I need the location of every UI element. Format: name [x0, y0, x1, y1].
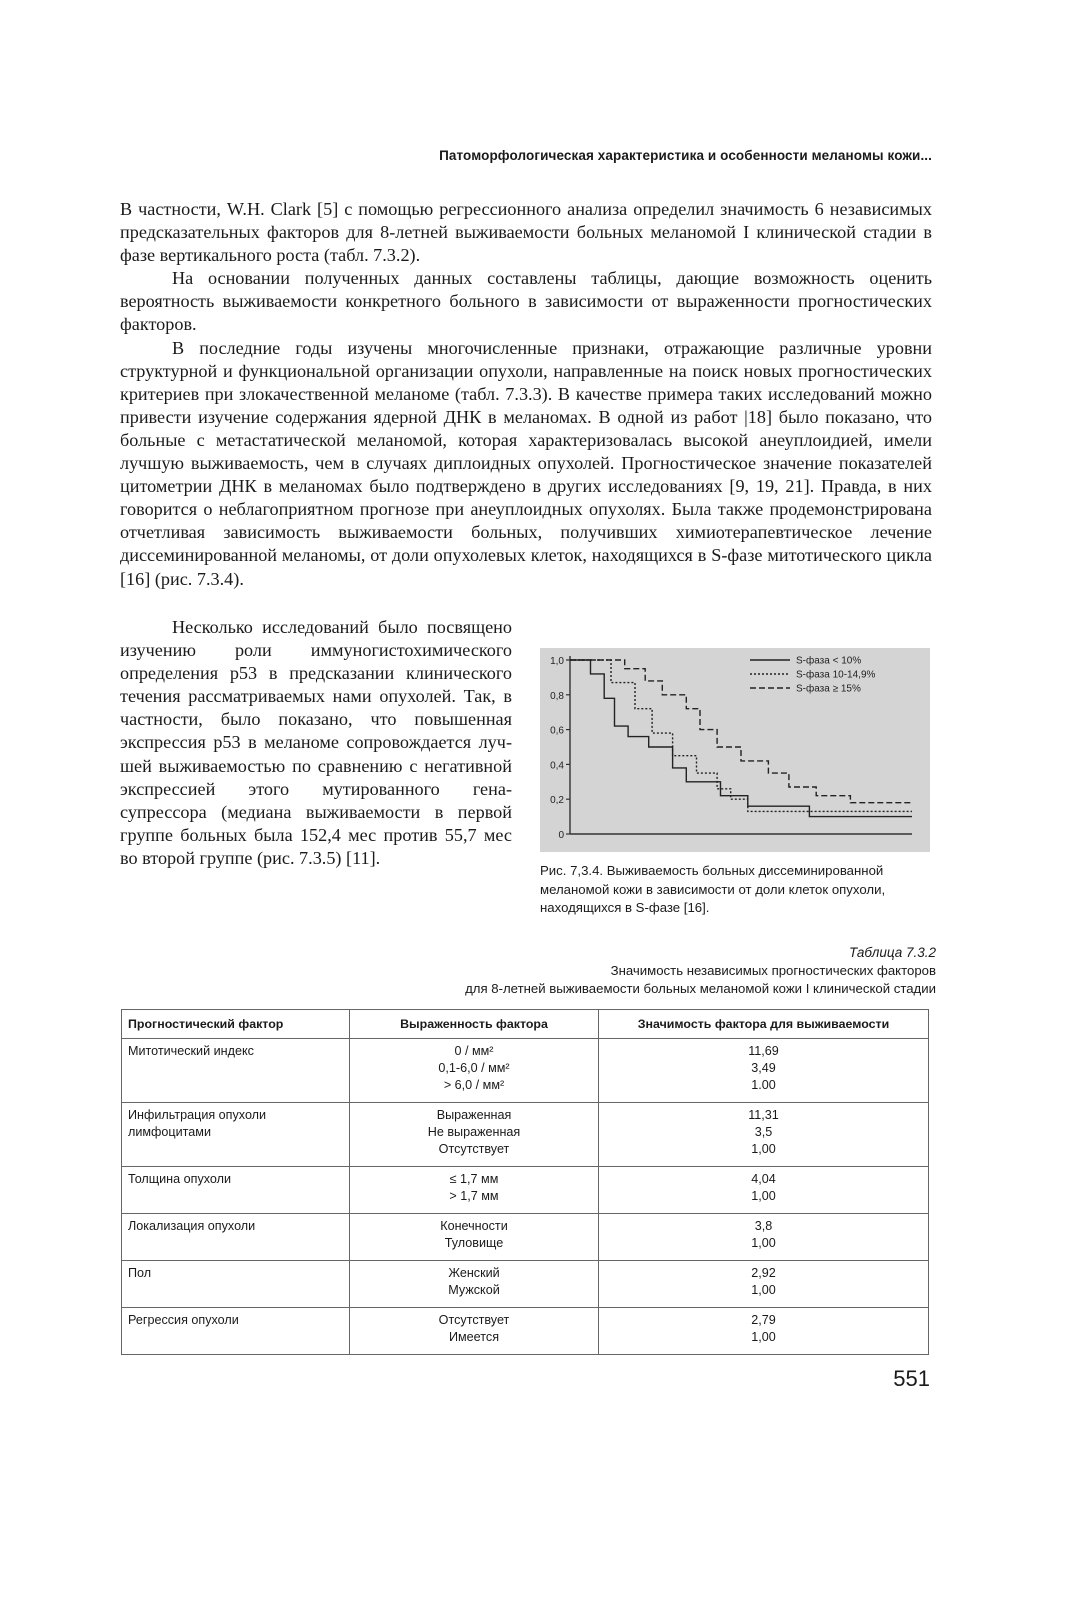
- table-header-row: [122, 1010, 929, 1039]
- figure-caption: Рис. 7,3.4. Выживаемость больных диссеминированной меланомой кожи в зависимости от доли клеток опухоли, находящихся в S-фазе [16].: [540, 863, 886, 915]
- value-cell-line: 3,49: [751, 1061, 776, 1075]
- y-tick-label: 0,2: [550, 795, 564, 807]
- factor-cell: [122, 1103, 350, 1167]
- table-label: Таблица 7.3.2: [848, 945, 936, 960]
- factor-cell: [122, 1261, 350, 1308]
- y-tick-label: 1,0: [550, 656, 564, 667]
- survival-chart-svg: [540, 648, 930, 852]
- legend-label-3: S-фаза ≥ 15%: [796, 683, 861, 695]
- level-cell-line: Не выраженная: [427, 1125, 521, 1139]
- value-cell-line: 4,04: [751, 1172, 776, 1186]
- value-cell: [599, 1039, 929, 1103]
- value-cell-line: 11,69: [748, 1044, 779, 1058]
- table-row: [122, 1167, 929, 1214]
- factor-cell-line: лимфоцитами: [128, 1125, 211, 1139]
- table-row: [122, 1214, 929, 1261]
- level-cell-line: Выраженная: [436, 1108, 512, 1122]
- factor-cell-line: Инфильтрация опухоли: [128, 1108, 267, 1122]
- table-row: [122, 1039, 929, 1103]
- y-tick-label: 0: [558, 830, 564, 841]
- level-cell-line: Туловище: [444, 1236, 504, 1250]
- level-cell-line: Конечности: [440, 1219, 508, 1233]
- level-cell: [350, 1261, 599, 1308]
- paragraph-1: В частности, W.H. Clark [5] с помощью регрессионного анализа определил значимость 6 независимых предсказательных факторов для 8-летней выживаемости больных меланомой I клинической стадии в фазе вертикального роста (табл. 7.3.2).: [120, 199, 932, 266]
- value-cell: [599, 1103, 929, 1167]
- level-cell-line: 0 / мм²: [454, 1044, 494, 1058]
- table-caption: [360, 944, 936, 998]
- header-factor: Прогностический фактор: [122, 1010, 350, 1039]
- value-cell-line: 1,00: [751, 1283, 776, 1297]
- value-cell-line: 2,92: [751, 1266, 776, 1280]
- value-cell-line: 1,00: [751, 1142, 776, 1156]
- factor-cell: [122, 1308, 350, 1355]
- value-cell: [599, 1308, 929, 1355]
- y-tick-label: 0,8: [550, 690, 564, 702]
- value-cell-line: 11,31: [748, 1108, 779, 1122]
- level-cell: [350, 1039, 599, 1103]
- page-number: 551: [893, 1366, 930, 1391]
- y-tick-label: 0,6: [550, 725, 564, 737]
- paragraph-3: В последние годы изучены многочисленные признаки, отражающие различные уровни структурной и функциональной организации опухоли, направленные на поиск новых прогностических критериев при злокачественной меланоме (табл. 7.3.3). В качестве примера таких исследований можно привести изучение содержания ядерной ДНК в меланомах. В одной из работ |18] было показано, что больные с метастатической меланомой, которая характеризовалась высокой анеуплоидией, имели лучшую выживаемость, чем в случаях диплоидных опухолей. Прогностическое значение показателей цитометрии ДНК в меланомах было подтверждено в других исследованиях [9, 19, 21]. Правда, в них говорится о неблагоприятном прогнозе при анеуплоидных опухолях. Была также продемонстрирована отчетливая зависимость выживаемости больных, получивших химиотерапевтическое лечение диссеминированной меланомы, от доли опухолевых клеток, находящихся в S-фазе митотического цикла [16] (рис. 7.3.4).: [120, 337, 932, 589]
- value-cell-line: 1,00: [751, 1189, 776, 1203]
- table-title-line-1: Значимость независимых прогностических факторов: [610, 963, 936, 978]
- factor-cell-line: Регрессия опухоли: [128, 1313, 239, 1327]
- legend-label-2: S-фаза 10-14,9%: [796, 669, 876, 681]
- table-body: [122, 1039, 929, 1355]
- level-cell-line: Женский: [448, 1266, 500, 1280]
- y-tick-label: 0,4: [550, 760, 564, 772]
- level-cell: [350, 1167, 599, 1214]
- level-cell-line: > 6,0 / мм²: [443, 1078, 505, 1092]
- level-cell-line: Отсутствует: [438, 1313, 510, 1327]
- level-cell: [350, 1103, 599, 1167]
- body-text: [120, 198, 932, 591]
- factor-cell-line: Толщина опухоли: [128, 1172, 232, 1186]
- value-cell: [599, 1214, 929, 1261]
- value-cell-line: 3,8: [754, 1219, 773, 1233]
- level-cell-line: ≤ 1,7 мм: [449, 1172, 499, 1186]
- table-row: [122, 1261, 929, 1308]
- running-head: Патоморфологическая характеристика и особенности меланомы кожи...: [439, 148, 932, 163]
- series-line-3: [570, 660, 912, 803]
- factor-cell-line: Локализация опухоли: [128, 1219, 256, 1233]
- level-cell: [350, 1308, 599, 1355]
- table-row: [122, 1103, 929, 1167]
- value-cell: [599, 1261, 929, 1308]
- factor-cell-line: Пол: [128, 1266, 152, 1280]
- factor-cell-line: Митотический индекс: [128, 1044, 254, 1058]
- survival-chart: [540, 648, 930, 852]
- factor-cell: [122, 1214, 350, 1261]
- value-cell-line: 1,00: [751, 1236, 776, 1250]
- wrap-text: [120, 616, 512, 870]
- value-cell-line: 1,00: [751, 1330, 776, 1344]
- level-cell: [350, 1214, 599, 1261]
- prognostic-factors-table: [121, 1009, 929, 1355]
- value-cell: [599, 1167, 929, 1214]
- level-cell-line: 0,1-6,0 / мм²: [438, 1061, 510, 1075]
- paragraph-4: Несколько исследований было посвящено изучению роли иммуногистохимического определения p53 в предсказании клинического течения рассматриваемых нами опухолей. Так, в частности, было показано, что повышенная экспрессия p53 в меланоме сопровождается лучшей выживаемостью по сравнению с негативной экспрессией этого мутированного гена-супрессора (медиана выживаемости в первой группе больных была 152,4 мес против 55,7 мес во второй группе (рис. 7.3.5) [11].: [120, 617, 512, 868]
- value-cell-line: 2,79: [751, 1313, 776, 1327]
- table-title-line-2: для 8-летней выживаемости больных меланомой кожи I клинической стадии: [465, 981, 936, 996]
- factor-cell: [122, 1039, 350, 1103]
- level-cell-line: > 1,7 мм: [449, 1189, 499, 1203]
- level-cell-line: Отсутствует: [438, 1142, 510, 1156]
- paragraph-2: На основании полученных данных составлены таблицы, дающие возможность оценить вероятность выживаемости конкретного больного в зависимости от выраженности прогностических факторов.: [120, 268, 932, 335]
- table-row: [122, 1308, 929, 1355]
- header-level: Выраженность фактора: [350, 1010, 599, 1039]
- factor-cell: [122, 1167, 350, 1214]
- value-cell-line: 1.00: [751, 1078, 776, 1092]
- level-cell-line: Имеется: [448, 1330, 500, 1344]
- level-cell-line: Мужской: [448, 1283, 500, 1297]
- value-cell-line: 3,5: [754, 1125, 773, 1139]
- legend-label-1: S-фаза < 10%: [796, 655, 862, 667]
- header-significance: Значимость фактора для выживаемости: [599, 1010, 929, 1039]
